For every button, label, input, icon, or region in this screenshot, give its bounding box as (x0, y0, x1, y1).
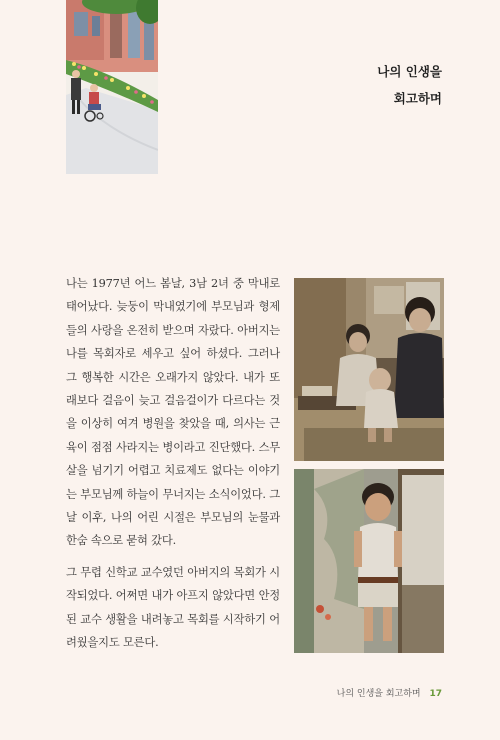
body-text (66, 272, 280, 663)
chapter-title-line2: 회고하며 (393, 91, 442, 106)
page-footer (337, 686, 442, 699)
running-title: 나의 인생을 회고하며 (336, 689, 421, 699)
chapter-title-line1: 나의 인생을 (377, 64, 442, 79)
page-number: 17 (429, 689, 442, 699)
family-photo (294, 278, 444, 461)
child-photo (294, 469, 444, 653)
illustration-street-scene (66, 0, 158, 174)
body-paragraph: 그 무렵 신학교 교수였던 아버지의 목회가 시작되었다. 어쩌면 내가 아프지 않았다면 안정된 교수 생활을 내려놓고 목회를 시작하기 어려웠을지도 모른다. (66, 565, 280, 650)
chapter-title (377, 58, 442, 112)
body-paragraph: 나는 1977년 어느 봄날, 3남 2녀 중 막내로 태어났다. 늦둥이 막내였기에 부모님과 형제들의 사랑을 온전히 받으며 자랐다. 아버지는 나를 목회자로 세우고 싶어 하셨다. 그러나 그 행복한 시간은 오래가지 않았다. 내가 또래보다 걸음이 늦고 걸음걸이가 다르다는 것을 이상히 여겨 병원을 찾았을 때, 의사는 근육이 점점 사라지는 병이라고 진단했다. 스무 살을 넘기기 어렵고 치료제도 없다는 이야기는 부모님께 하늘이 무너지는 소식이었다. 그날 이후, 나의 어린 시절은 부모님의 눈물과 한숨 속으로 묻혀 갔다. (66, 277, 280, 548)
